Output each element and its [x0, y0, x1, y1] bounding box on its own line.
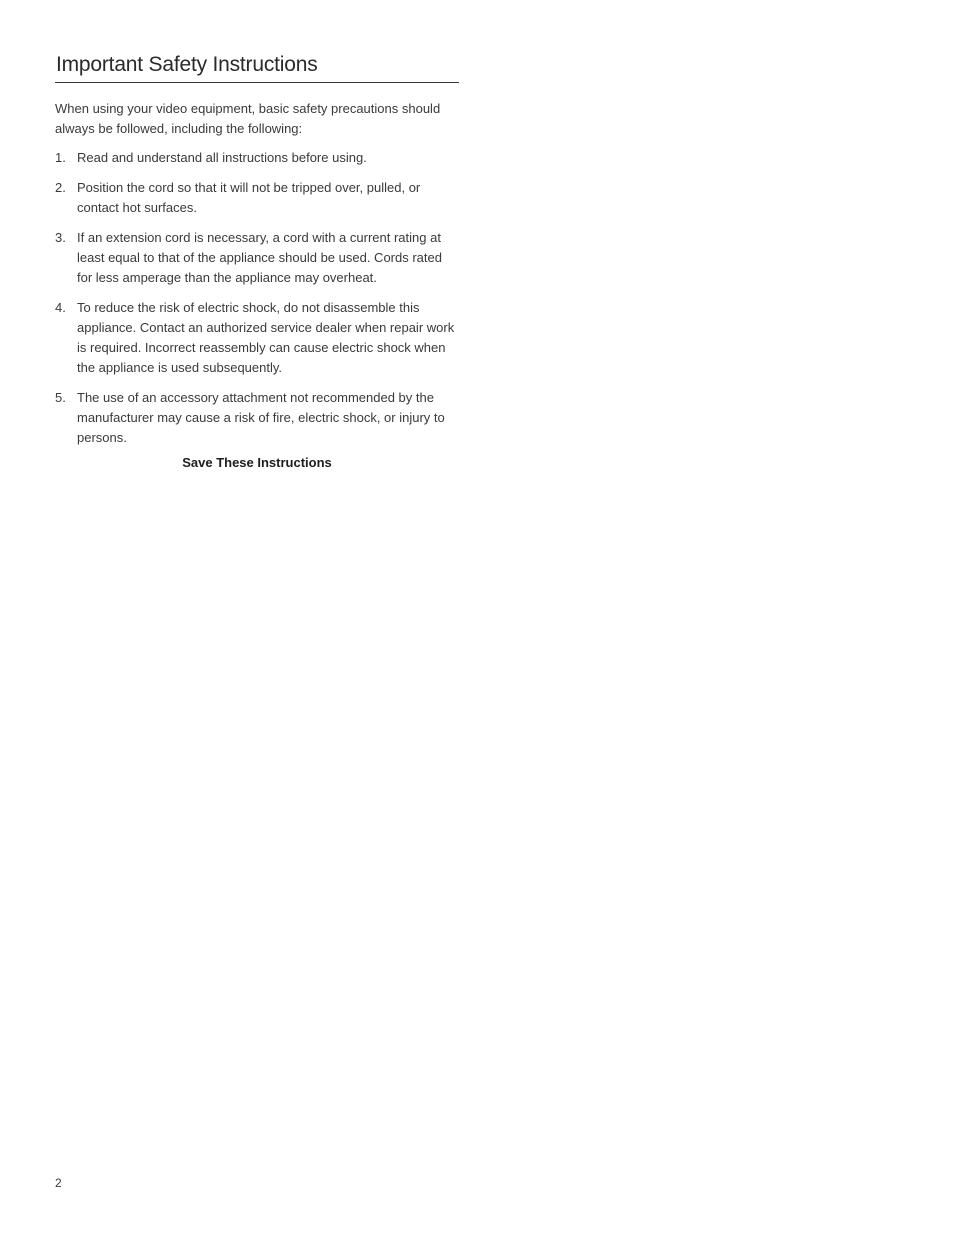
list-item-text: To reduce the risk of electric shock, do not disassemble this appliance. Contact an authorized service dealer when repair work is required. Incorrect reassembly can cause electric shock when the appliance is used subsequently. [77, 300, 455, 375]
list-item-number: 5. [55, 390, 66, 405]
list-item-number: 4. [55, 300, 66, 315]
list-item [55, 228, 459, 288]
list-item [55, 148, 459, 168]
list-item-text: Position the cord so that it will not be tripped over, pulled, or contact hot surfaces. [77, 180, 421, 215]
safety-instructions-section [55, 50, 459, 473]
list-item-text: Read and understand all instructions before using. [77, 150, 367, 165]
list-item-text: The use of an accessory attachment not recommended by the manufacturer may cause a risk of fire, electric shock, or injury to persons. [77, 390, 445, 445]
intro-paragraph: When using your video equipment, basic safety precautions should always be followed, including the following: [55, 101, 441, 136]
list-item-number: 2. [55, 180, 66, 195]
instructions-list [55, 148, 459, 448]
page-title: Important Safety Instructions [56, 53, 318, 76]
list-item-number: 3. [55, 230, 66, 245]
list-item-text: If an extension cord is necessary, a cord with a current rating at least equal to that of the appliance should be used. Cords rated for less amperage than the appliance may overheat. [77, 230, 442, 285]
list-item [55, 388, 459, 448]
list-item [55, 178, 459, 218]
save-instructions-note: Save These Instructions [182, 455, 332, 470]
list-item [55, 298, 459, 378]
list-item-number: 1. [55, 150, 66, 165]
title-underline [55, 82, 459, 83]
page-number: 2 [55, 1176, 62, 1190]
